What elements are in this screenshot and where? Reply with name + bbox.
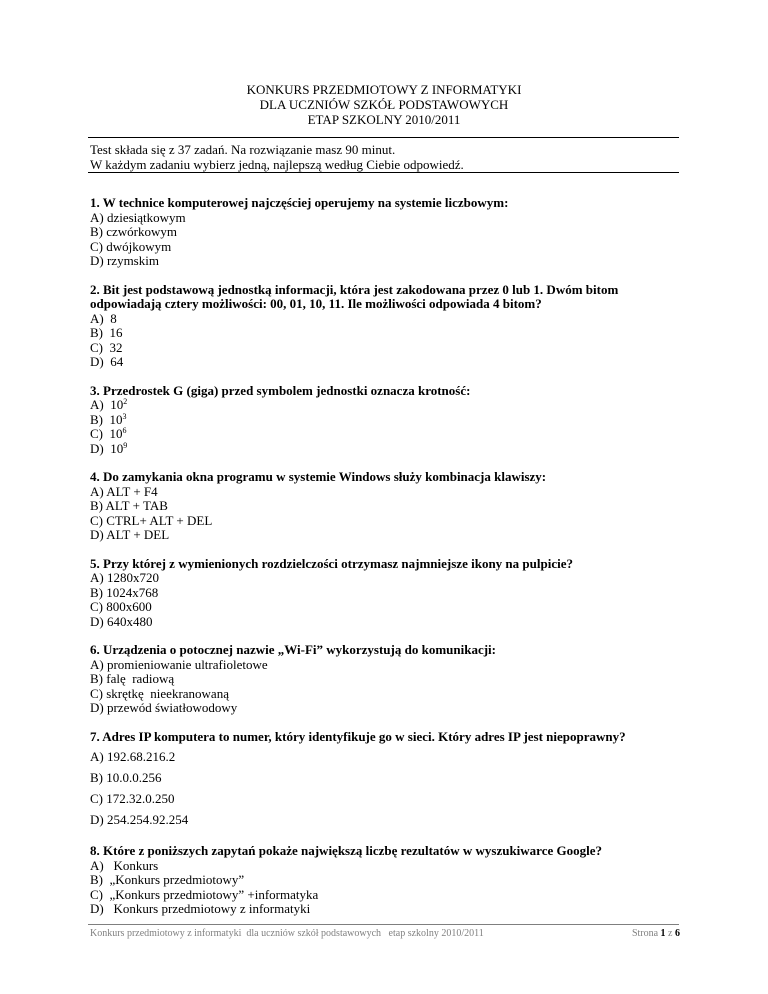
intro-top-rule [88,137,679,138]
header-stage: ETAP SZKOLNY 2010/2011 [307,112,461,127]
question-text: 5. Przy której z wymienionych rozdzielczości otrzymasz najmniejsze ikony na pulpicie? [90,555,573,571]
question-1 [90,196,680,269]
question-list [90,196,680,931]
document-header [0,82,768,127]
question-5 [90,557,680,630]
option-exponent: 6 [122,426,127,435]
option-exponent: 9 [123,440,128,450]
option-base: D) 10 [90,440,124,456]
question-6 [90,643,680,716]
answer-option: C) dwójkowym [90,238,172,254]
option-base: A) 10 [90,397,124,412]
answer-option: D) rzymskim [90,253,159,268]
answer-option: D) Konkurs przedmiotowy z informatyki [90,901,311,916]
answer-option [90,398,680,413]
intro-instructions [90,142,680,172]
question-4 [90,470,680,543]
question-text: 4. Do zamykania okna programu w systemie Windows służy kombinacja klawiszy: [90,469,547,484]
answer-option [90,442,680,457]
answer-option [90,413,680,428]
page-number [620,928,680,939]
page-current: 1 [660,928,666,939]
page-prefix: Strona [631,928,659,939]
answer-option: C) 800x600 [90,599,152,614]
answer-option: A) 1280x720 [90,570,159,585]
answer-option: D) 64 [90,354,124,369]
answer-option: A) Konkurs [90,857,159,873]
question-text: 3. Przedrostek G (giga) przed symbolem jednostki oznacza krotność: [90,382,471,398]
answer-option: D) przewód światłowodowy [90,700,238,715]
answer-option: B) ALT + TAB [90,498,168,513]
page-total: 6 [675,928,680,939]
question-8 [90,844,680,917]
answer-option: D) 640x480 [90,613,153,629]
question-text: 2. Bit jest podstawową jednostką informacji, która jest zakodowana przez 0 lub 1. Dwóm bitom odpowiadają cztery możliwości: 00, 01, 10, 11. Ile możliwości odpowiada 4 bitom? [90,281,619,311]
question-text: 8. Które z poniższych zapytań pokaże największą liczbę rezultatów w wyszukiwarce Google? [90,843,602,858]
footer-rule [88,924,679,925]
answer-option: C) CTRL+ ALT + DEL [90,512,213,528]
answer-option: C) skrętkę nieekranowaną [90,685,229,701]
question-3 [90,384,680,457]
intro-bottom-rule [88,172,679,173]
option-base: B) 10 [90,411,123,427]
answer-option: B) 1024x768 [90,584,159,600]
answer-option: B) 16 [90,325,123,340]
answer-option: D) 254.254.92.254 [90,812,189,827]
intro-line-2: W każdym zadaniu wybierz jedną, najlepszą według Ciebie odpowiedź. [90,157,464,172]
answer-option: D) ALT + DEL [90,527,170,542]
answer-option: C) 172.32.0.250 [90,791,175,806]
question-text: 1. W technice komputerowej najczęściej operujemy na systemie liczbowym: [90,195,509,210]
page-sep: z [668,928,673,939]
option-base: C) 10 [90,426,123,441]
answer-option: A) promieniowanie ultrafioletowe [90,656,268,672]
option-exponent: 2 [123,397,128,406]
answer-option: A) dziesiątkowym [90,209,186,225]
question-2 [90,283,680,370]
answer-option: B) falę radiową [90,671,175,686]
intro-line-1: Test składa się z 37 zadań. Na rozwiązanie masz 90 minut. [90,142,396,157]
header-title: KONKURS PRZEDMIOTOWY Z INFORMATYKI [246,82,522,97]
option-exponent: 3 [122,411,127,421]
question-text: 6. Urządzenia o potocznej nazwie „Wi-Fi” wykorzystują do komunikacji: [90,642,496,657]
answer-option: A) 8 [90,310,117,326]
answer-option [90,427,680,442]
answer-option: C) „Konkurs przedmiotowy” +informatyka [90,886,319,902]
question-7 [90,730,680,831]
answer-option: A) 192.68.216.2 [90,749,176,764]
header-subtitle: DLA UCZNIÓW SZKÓŁ PODSTAWOWYCH [259,97,509,112]
question-text: 7. Adres IP komputera to numer, który identyfikuje go w sieci. Który adres IP jest niepoprawny? [90,728,626,744]
answer-option: B) 10.0.0.256 [90,770,162,785]
answer-option: A) ALT + F4 [90,483,158,499]
answer-option: B) „Konkurs przedmiotowy” [90,872,245,887]
answer-option: B) czwórkowym [90,224,178,239]
answer-option: C) 32 [90,339,123,355]
footer-text: Konkurs przedmiotowy z informatyki dla uczniów szkół podstawowych etap szkolny 2010/2011 [90,928,484,939]
